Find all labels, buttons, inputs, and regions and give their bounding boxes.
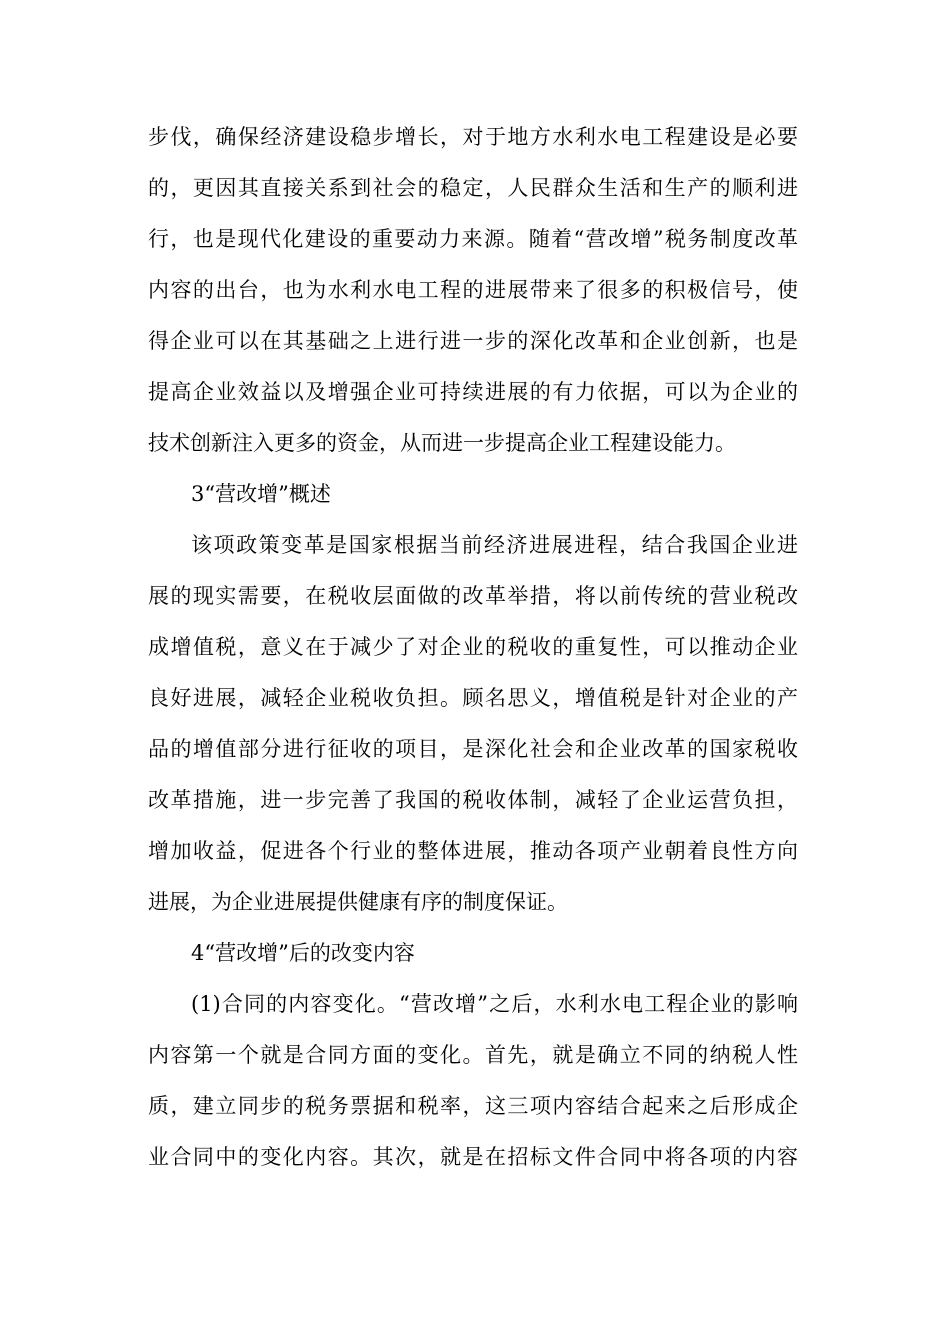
text-line: 行，也是现代化建设的重要动力来源。随着“营改增”税务制度改革 [148,227,798,251]
text-line: 内容的出台，也为水利水电工程的进展带来了很多的积极信号，使 [148,278,798,302]
heading-text: 3“营改增”概述 [191,482,331,506]
text-line: 质，建立同步的税务票据和税率，这三项内容结合起来之后形成企 [148,1094,798,1118]
text-line: 增加收益，促进各个行业的整体进展，推动各项产业朝着良性方向 [148,839,798,863]
paragraph-contract-changes [148,979,798,1183]
text-line: 业合同中的变化内容。其次，就是在招标文件合同中将各项的内容 [148,1145,798,1169]
text-line: 的，更因其直接关系到社会的稳定，人民群众生活和生产的顺利进 [148,176,798,200]
text-line: 进展，为企业进展提供健康有序的制度保证。 [148,890,568,914]
text-line: 该项政策变革是国家根据当前经济进展进程，结合我国企业进 [191,533,798,557]
text-line: (1)合同的内容变化。“营改增”之后，水利水电工程企业的影响 [191,992,798,1016]
text-line: 展的现实需要，在税收层面做的改革举措，将以前传统的营业税改 [148,584,798,608]
text-line: 得企业可以在其基础之上进行进一步的深化改革和企业创新，也是 [148,329,798,353]
text-line: 技术创新注入更多的资金，从而进一步提高企业工程建设能力。 [148,431,736,455]
text-line: 品的增值部分进行征收的项目，是深化社会和企业改革的国家税收 [148,737,798,761]
document-body [148,112,798,1183]
text-line: 良好进展，减轻企业税收负担。顾名思义，增值税是针对企业的产 [148,686,798,710]
text-line: 步伐，确保经济建设稳步增长，对于地方水利水电工程建设是必要 [148,125,798,149]
text-line: 提高企业效益以及增强企业可持续进展的有力依据，可以为企业的 [148,380,798,404]
text-line: 成增值税，意义在于减少了对企业的税收的重复性，可以推动企业 [148,635,798,659]
text-line: 内容第一个就是合同方面的变化。首先，就是确立不同的纳税人性 [148,1043,798,1067]
section-heading-3 [148,469,798,520]
paragraph-continuation [148,112,798,469]
heading-text: 4“营改增”后的改变内容 [191,941,415,965]
section-heading-4 [148,928,798,979]
paragraph-overview [148,520,798,928]
text-line: 改革措施，进一步完善了我国的税收体制，减轻了企业运营负担， [148,788,798,812]
